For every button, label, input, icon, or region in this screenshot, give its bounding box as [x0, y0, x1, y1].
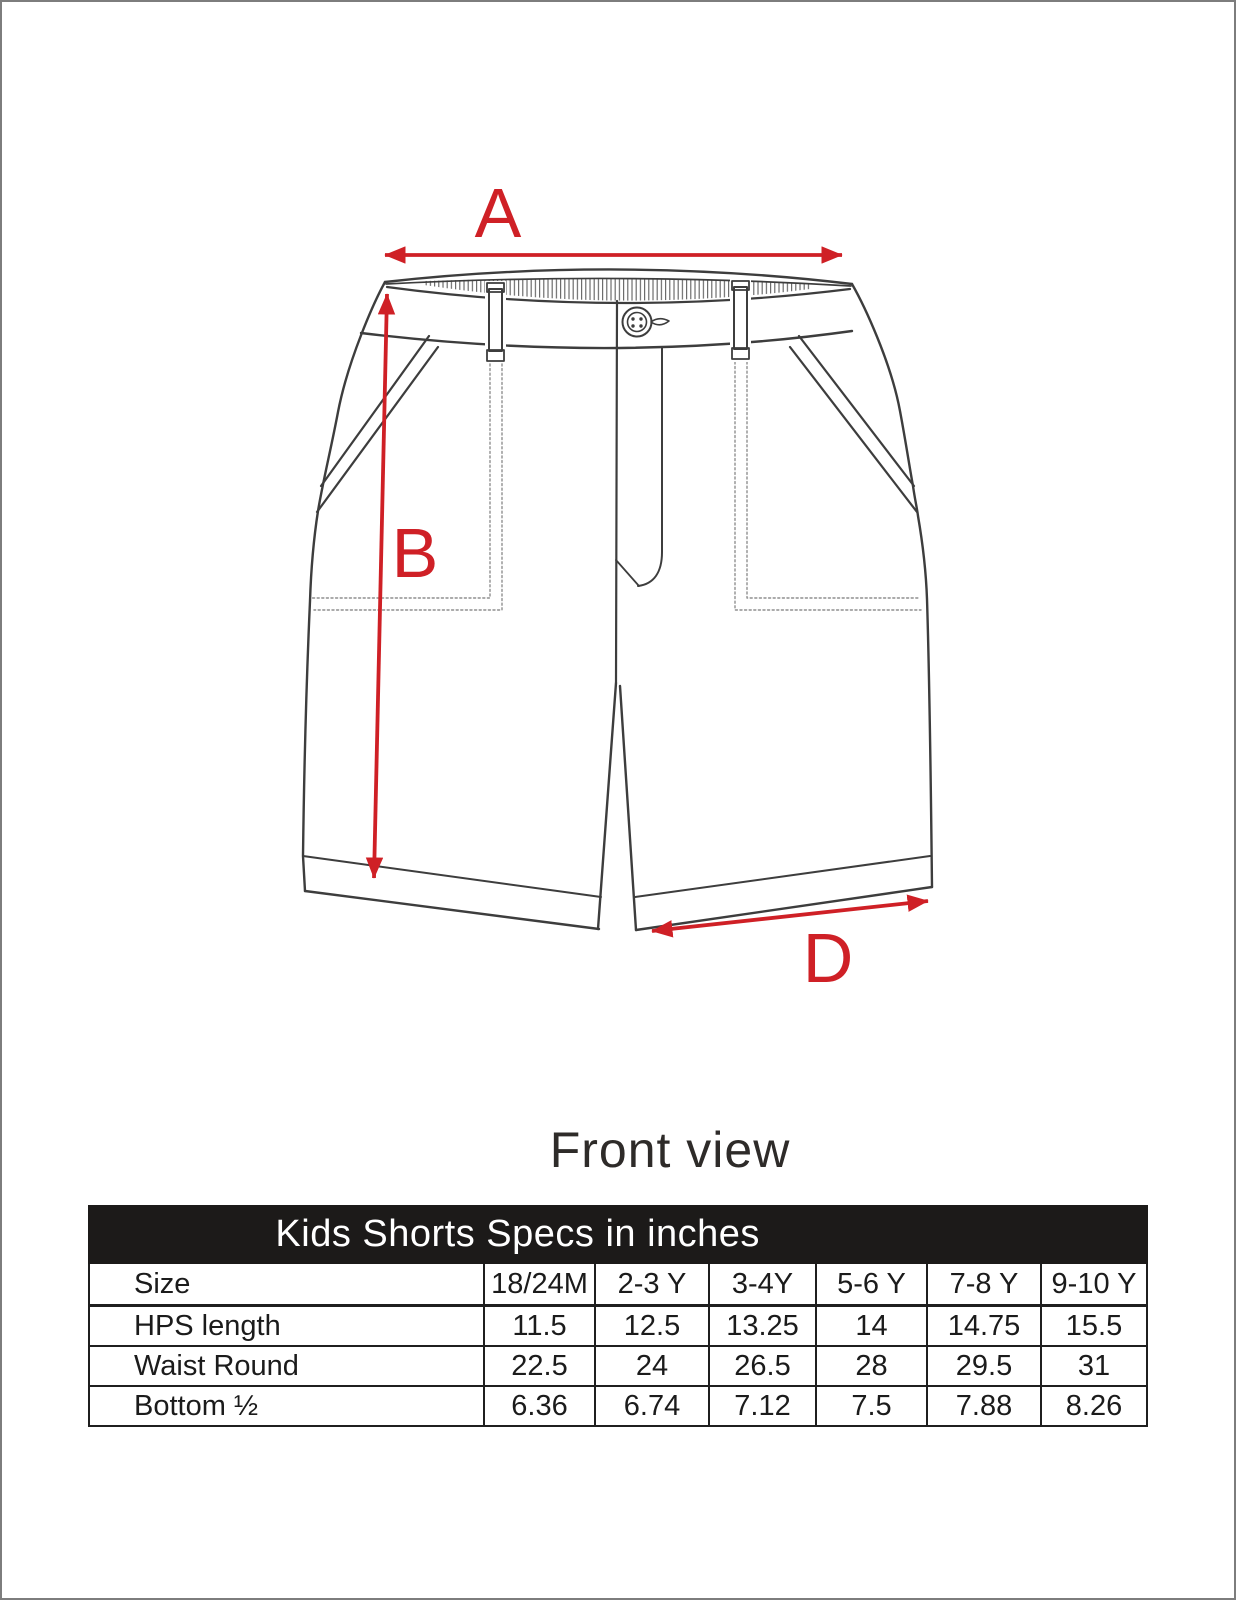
spec-value: 12.5	[595, 1306, 709, 1347]
size-column-header: 9-10 Y	[1041, 1263, 1147, 1306]
spec-value: 7.12	[709, 1386, 816, 1426]
right-pocket-opening	[799, 336, 914, 486]
dimension-label-a: A	[474, 174, 522, 252]
right-outseam	[852, 284, 932, 887]
spec-value: 8.26	[1041, 1386, 1147, 1426]
row-label: HPS length	[89, 1306, 484, 1347]
size-column-header: 5-6 Y	[816, 1263, 927, 1306]
right-hem-edge	[636, 887, 932, 930]
size-header-row	[89, 1263, 1147, 1306]
spec-value: 6.74	[595, 1386, 709, 1426]
fly-placket	[638, 347, 662, 586]
size-column-header: 2-3 Y	[595, 1263, 709, 1306]
buttonhole-icon	[651, 319, 669, 325]
table-row	[89, 1346, 1147, 1386]
size-row-label: Size	[89, 1263, 484, 1306]
pocket-bag-stitch-right	[735, 362, 921, 610]
belt-loop-right	[730, 279, 751, 362]
dimension-label-b: B	[391, 514, 439, 592]
specs-table	[88, 1205, 1148, 1427]
size-column-header: 18/24M	[484, 1263, 595, 1306]
table-title: Kids Shorts Specs in inches	[275, 1213, 760, 1255]
belt-loop-left	[485, 281, 506, 363]
table-row	[89, 1386, 1147, 1426]
size-column-header: 3-4Y	[709, 1263, 816, 1306]
right-inseam	[620, 686, 636, 930]
right-hem-stitch	[635, 856, 930, 897]
left-outseam	[303, 282, 385, 891]
spec-value: 14	[816, 1306, 927, 1347]
left-hem-stitch	[303, 856, 601, 897]
spec-value: 14.75	[927, 1306, 1041, 1347]
spec-value: 28	[816, 1346, 927, 1386]
spec-value: 6.36	[484, 1386, 595, 1426]
spec-value: 26.5	[709, 1346, 816, 1386]
size-column-header: 7-8 Y	[927, 1263, 1041, 1306]
spec-value: 22.5	[484, 1346, 595, 1386]
waistband-bottom-edge	[361, 331, 852, 348]
waist-button	[623, 308, 670, 337]
dimension-label-d: D	[802, 919, 854, 997]
fly-bartack	[616, 560, 639, 586]
center-front-seam	[616, 301, 617, 683]
left-hem-edge	[305, 891, 599, 929]
spec-value: 11.5	[484, 1306, 595, 1347]
spec-value: 31	[1041, 1346, 1147, 1386]
spec-value: 7.5	[816, 1386, 927, 1426]
right-pocket-facing	[790, 347, 917, 512]
spec-value: 15.5	[1041, 1306, 1147, 1347]
dimension-arrow-d	[652, 901, 928, 931]
spec-value: 29.5	[927, 1346, 1041, 1386]
left-inseam	[598, 683, 616, 929]
view-caption: Front view	[549, 1122, 791, 1178]
table-title-row	[89, 1206, 1147, 1263]
dimension-arrow-b	[374, 294, 387, 878]
row-label: Waist Round	[89, 1346, 484, 1386]
spec-value: 7.88	[927, 1386, 1041, 1426]
table-row	[89, 1306, 1147, 1347]
spec-value: 13.25	[709, 1306, 816, 1347]
row-label: Bottom ½	[89, 1386, 484, 1426]
spec-value: 24	[595, 1346, 709, 1386]
